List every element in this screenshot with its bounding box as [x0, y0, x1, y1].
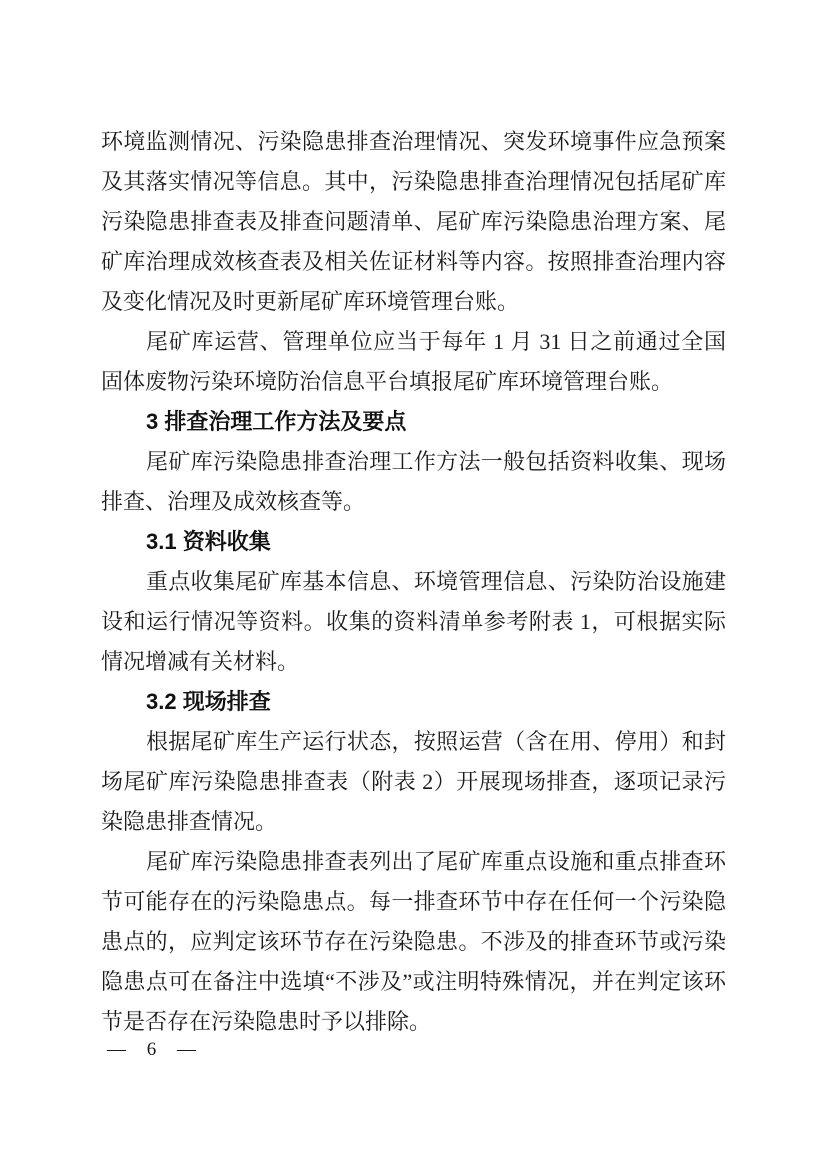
paragraph-monitoring-ledger-continuation: 环境监测情况、污染隐患排查治理情况、突发环境事件应急预案及其落实情况等信息。其中，污染隐患排查治理情况包括尾矿库污染隐患排查表及排查问题清单、尾矿库污染隐患治理方案、尾矿库治理成效核查表及相关佐证材料等内容。按照排查治理内容及变化情况及时更新尾矿库环境管理台账。 [101, 129, 726, 314]
paragraph-hazard-point-judgment: 尾矿库污染隐患排查表列出了尾矿库重点设施和重点排查环节可能存在的污染隐患点。每一排查环节中存在任何一个污染隐患点的，应判定该环节存在污染隐患。不涉及的排查环节或污染隐患点可在备注中选填“不涉及”或注明特殊情况，并在判定该环节是否存在污染隐患时予以排除。 [101, 849, 726, 1034]
page-number: — 6 — [107, 1039, 204, 1060]
paragraph-annual-reporting-deadline: 尾矿库运营、管理单位应当于每年 1 月 31 日之前通过全国固体废物污染环境防治信息平台填报尾矿库环境管理台账。 [101, 329, 726, 394]
section-heading-3-work-methods: 3 排查治理工作方法及要点 [146, 409, 407, 434]
section-heading-3-1-data-collection: 3.1 资料收集 [146, 529, 271, 554]
paragraph-data-collection-detail: 重点收集尾矿库基本信息、环境管理信息、污染防治设施建设和运行情况等资料。收集的资料清单参考附表 1，可根据实际情况增减有关材料。 [101, 569, 726, 674]
section-heading-3-2-site-inspection: 3.2 现场排查 [146, 689, 271, 714]
paragraph-site-inspection-procedure: 根据尾矿库生产运行状态，按照运营（含在用、停用）和封场尾矿库污染隐患排查表（附表 2）开展现场排查，逐项记录污染隐患排查情况。 [101, 729, 726, 834]
paragraph-work-method-overview: 尾矿库污染隐患排查治理工作方法一般包括资料收集、现场排查、治理及成效核查等。 [101, 449, 726, 514]
page-body-text [101, 122, 726, 1042]
